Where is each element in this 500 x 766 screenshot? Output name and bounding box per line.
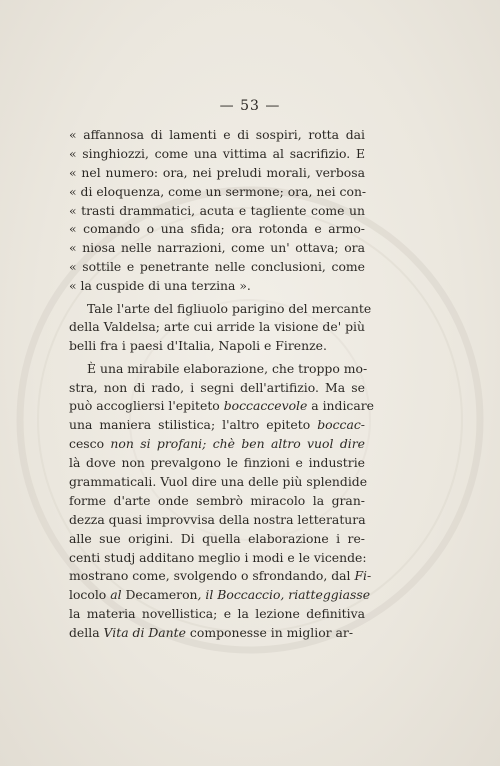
text-line	[69, 258, 365, 277]
text-line	[69, 511, 365, 530]
text-run: « affannosa di lamenti e di sospiri, rotta dai	[69, 127, 365, 142]
paragraph	[69, 360, 375, 643]
italic-title: , il Boccaccio, riatteggiasse	[197, 587, 371, 603]
text-run: della Valdelsa; arte cui arride la visione de' più	[69, 319, 365, 335]
text-line	[69, 360, 368, 379]
text-line	[69, 337, 365, 356]
text-run: centi studj additano meglio i modi e le vicende:	[69, 549, 367, 565]
paragraph	[69, 300, 372, 357]
text-line	[69, 530, 365, 549]
text-run: locolo	[69, 587, 107, 603]
italic-title: Vita di Dante	[103, 625, 186, 641]
italic-title: al	[106, 587, 126, 603]
text-run: Tale l'arte del figliuolo parigino del mercante	[87, 300, 372, 316]
text-line	[69, 435, 365, 454]
text-run: « di eloquenza, come un sermone; ora, nei con-	[69, 183, 367, 199]
text-line	[69, 239, 365, 258]
text-run: dezza quasi improvvisa della nostra letteratura	[69, 511, 366, 527]
text-line	[69, 300, 372, 319]
italic-title: Fi-	[354, 568, 372, 584]
text-line	[69, 318, 365, 337]
text-run: « nel numero: ora, nei preludi morali, verbosa	[69, 164, 365, 180]
text-run: Decameron	[125, 587, 198, 603]
italic-title: boccaccevole	[223, 398, 308, 414]
text-run: una maniera stilistica; l'altro epiteto	[69, 417, 318, 433]
text-run: grammaticali. Vuol dire una delle più splendide	[69, 474, 368, 490]
text-line	[69, 164, 365, 183]
text-run: stra, non di rado, i segni dell'artifizio. Ma se	[69, 379, 365, 395]
italic-title: boccac-	[317, 417, 365, 433]
text-line	[69, 397, 375, 416]
text-run: componesse in miglior ar-	[185, 625, 354, 641]
text-line	[69, 454, 365, 473]
text-line	[69, 145, 365, 164]
text-line	[69, 202, 365, 221]
text-line	[69, 567, 372, 586]
text-line	[69, 126, 365, 145]
paragraph	[69, 126, 365, 296]
text-run: forme d'arte onde sembrò miracolo la gran-	[69, 492, 365, 508]
text-run: della	[69, 625, 104, 641]
text-run: là dove non prevalgono le finzioni e industrie	[69, 455, 365, 471]
text-run: È una mirabile elaborazione, che troppo mo-	[87, 360, 368, 376]
text-line	[69, 549, 365, 568]
text-line	[69, 416, 365, 435]
text-run: a indicare	[307, 398, 375, 414]
text-line	[69, 605, 365, 624]
text-line	[69, 220, 365, 239]
text-run: « trasti drammatici, acuta e tagliente come un	[69, 202, 365, 218]
text-line	[69, 586, 371, 605]
page-number: — 53 —	[219, 98, 281, 114]
text-line	[69, 492, 365, 511]
text-run: belli fra i paesi d'Italia, Napoli e Firenze.	[69, 338, 327, 354]
text-line	[69, 183, 365, 202]
text-run: la materia novellistica; e la lezione definitiva	[69, 606, 365, 622]
text-run: mostrano come, svolgendo o sfrondando, dal	[69, 568, 355, 584]
text-line	[69, 624, 365, 643]
text-run: alle sue origini. Di quella elaborazione i re-	[69, 530, 365, 546]
italic-title: non si profani; chè ben altro vuol dire	[104, 436, 365, 452]
text-run: « comando o una sfida; ora rotonda e armo-	[69, 221, 365, 237]
text-run: « niosa nelle narrazioni, come un' ottava; ora	[69, 240, 365, 256]
text-run: « la cuspide di una terzina ».	[69, 278, 251, 294]
text-line	[69, 379, 365, 398]
body-text	[69, 126, 375, 643]
text-line	[69, 277, 365, 296]
text-line	[69, 473, 368, 492]
text-run: può accogliersi l'epiteto	[69, 398, 224, 414]
text-run: « sottile e penetrante nelle conclusioni, come	[69, 259, 365, 275]
text-run: cesco	[69, 436, 105, 452]
text-run: « singhiozzi, come una vittima al sacrifizio. E	[69, 145, 365, 161]
